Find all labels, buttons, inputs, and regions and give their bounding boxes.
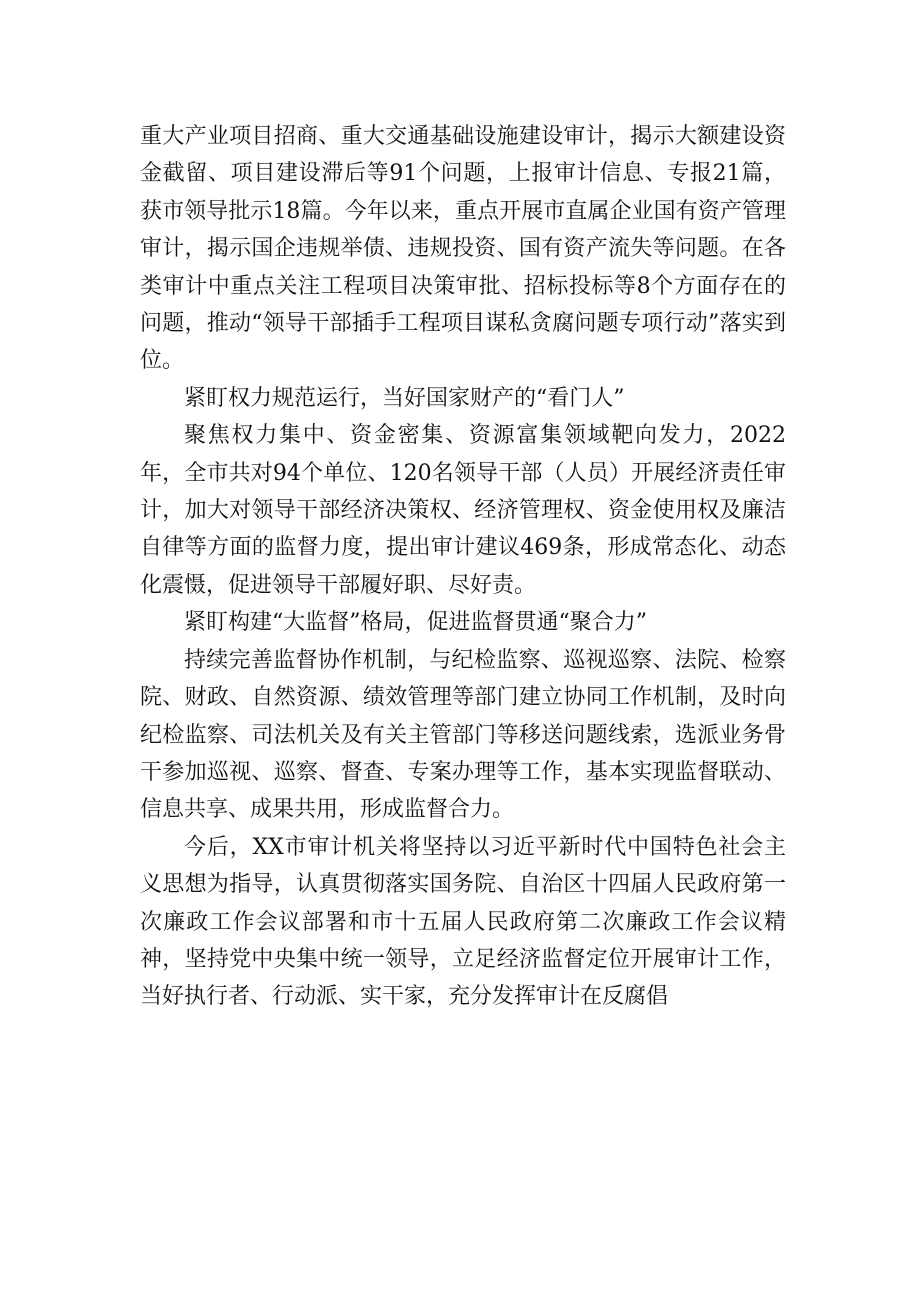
paragraph-continued: 重大产业项目招商、重大交通基础设施建设审计，揭示大额建设资金截留、项目建设滞后等91个问题，上报审计信息、专报21篇，获市领导批示18篇。今年以来，重点开展市直属企业国有资产管理审计，揭示国企违规举债、违规投资、国有资产流失等问题。在各类审计中重点关注工程项目决策审批、招标投标等8个方面存在的问题，推动“领导干部插手工程项目谋私贪腐问题专项行动”落实到位。 bbox=[140, 124, 786, 374]
paragraph-economic-responsibility-audit: 聚焦权力集中、资金密集、资源富集领域靶向发力，2022年，全市共对94个单位、120名领导干部（人员）开展经济责任审计，加大对领导干部经济决策权、经济管理权、资金使用权及廉洁自律等方面的监督力度，提出审计建议469条，形成常态化、动态化震慑，促进领导干部履好职、尽好责。 bbox=[140, 423, 786, 598]
paragraph-future-outlook: 今后，XX市审计机关将坚持以习近平新时代中国特色社会主义思想为指导，认真贯彻落实国务院、自治区十四届人民政府第一次廉政工作会议部署和市十五届人民政府第二次廉政工作会议精神，坚持党中央集中统一领导，立足经济监督定位开展审计工作，当好执行者、行动派、实干家，充分发挥审计在反腐倡 bbox=[140, 834, 786, 1010]
section-heading-power-oversight: 紧盯权力规范运行，当好国家财产的“看门人” bbox=[184, 385, 625, 411]
paragraph-supervision-cooperation: 持续完善监督协作机制，与纪检监察、巡视巡察、法院、检察院、财政、自然资源、绩效管理等部门建立协同工作机制，及时向纪检监察、司法机关及有关主管部门等移送问题线索，选派业务骨干参加巡视、巡察、督查、专案办理等工作，基本实现监督联动、信息共享、成果共用，形成监督合力。 bbox=[140, 647, 786, 823]
document-body bbox=[140, 118, 786, 1016]
section-heading-big-supervision: 紧盯构建“大监督”格局，促进监督贯通“聚合力” bbox=[184, 610, 647, 636]
